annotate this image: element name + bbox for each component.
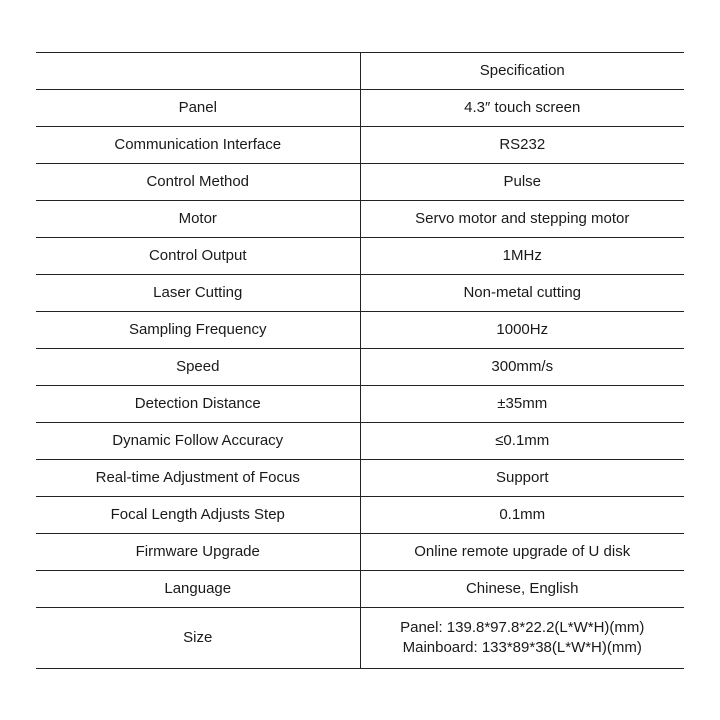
- row-value: 300mm/s: [360, 349, 684, 386]
- row-value: ≤0.1mm: [360, 423, 684, 460]
- row-label: Focal Length Adjusts Step: [36, 497, 360, 534]
- row-label: Control Output: [36, 238, 360, 275]
- table-row: [36, 238, 684, 275]
- row-value: Pulse: [360, 164, 684, 201]
- row-value: RS232: [360, 127, 684, 164]
- row-value: Online remote upgrade of U disk: [360, 534, 684, 571]
- table-header-row: [36, 53, 684, 90]
- row-value: Servo motor and stepping motor: [360, 201, 684, 238]
- table-row-size: [36, 608, 684, 669]
- row-value: ±35mm: [360, 386, 684, 423]
- row-label: Laser Cutting: [36, 275, 360, 312]
- table-row: [36, 201, 684, 238]
- table-row: [36, 275, 684, 312]
- row-value: Chinese, English: [360, 571, 684, 608]
- header-label-cell: [36, 53, 360, 90]
- table-row: [36, 534, 684, 571]
- row-label: Size: [36, 608, 360, 669]
- table-row: [36, 349, 684, 386]
- table-row: [36, 127, 684, 164]
- row-label: Communication Interface: [36, 127, 360, 164]
- row-value: Support: [360, 460, 684, 497]
- row-label: Panel: [36, 90, 360, 127]
- row-value: 1000Hz: [360, 312, 684, 349]
- row-label: Firmware Upgrade: [36, 534, 360, 571]
- row-value: 1MHz: [360, 238, 684, 275]
- table-row: [36, 164, 684, 201]
- row-label: Speed: [36, 349, 360, 386]
- row-label: Detection Distance: [36, 386, 360, 423]
- table-row: [36, 386, 684, 423]
- table-row: [36, 497, 684, 534]
- header-specification-cell: Specification: [360, 53, 684, 90]
- row-value: 0.1mm: [360, 497, 684, 534]
- table-row: [36, 312, 684, 349]
- row-label: Sampling Frequency: [36, 312, 360, 349]
- row-label: Motor: [36, 201, 360, 238]
- size-panel-line: Panel: 139.8*97.8*22.2(L*W*H)(mm): [400, 619, 645, 636]
- row-value: 4.3″ touch screen: [360, 90, 684, 127]
- table-row: [36, 571, 684, 608]
- table-row: [36, 90, 684, 127]
- specification-table: [36, 52, 684, 669]
- row-label: Dynamic Follow Accuracy: [36, 423, 360, 460]
- row-label: Control Method: [36, 164, 360, 201]
- table-row: [36, 423, 684, 460]
- table-row: [36, 460, 684, 497]
- row-value-size: [360, 608, 684, 669]
- row-label: Real-time Adjustment of Focus: [36, 460, 360, 497]
- row-label: Language: [36, 571, 360, 608]
- row-value: Non-metal cutting: [360, 275, 684, 312]
- size-mainboard-line: Mainboard: 133*89*38(L*W*H)(mm): [402, 639, 642, 656]
